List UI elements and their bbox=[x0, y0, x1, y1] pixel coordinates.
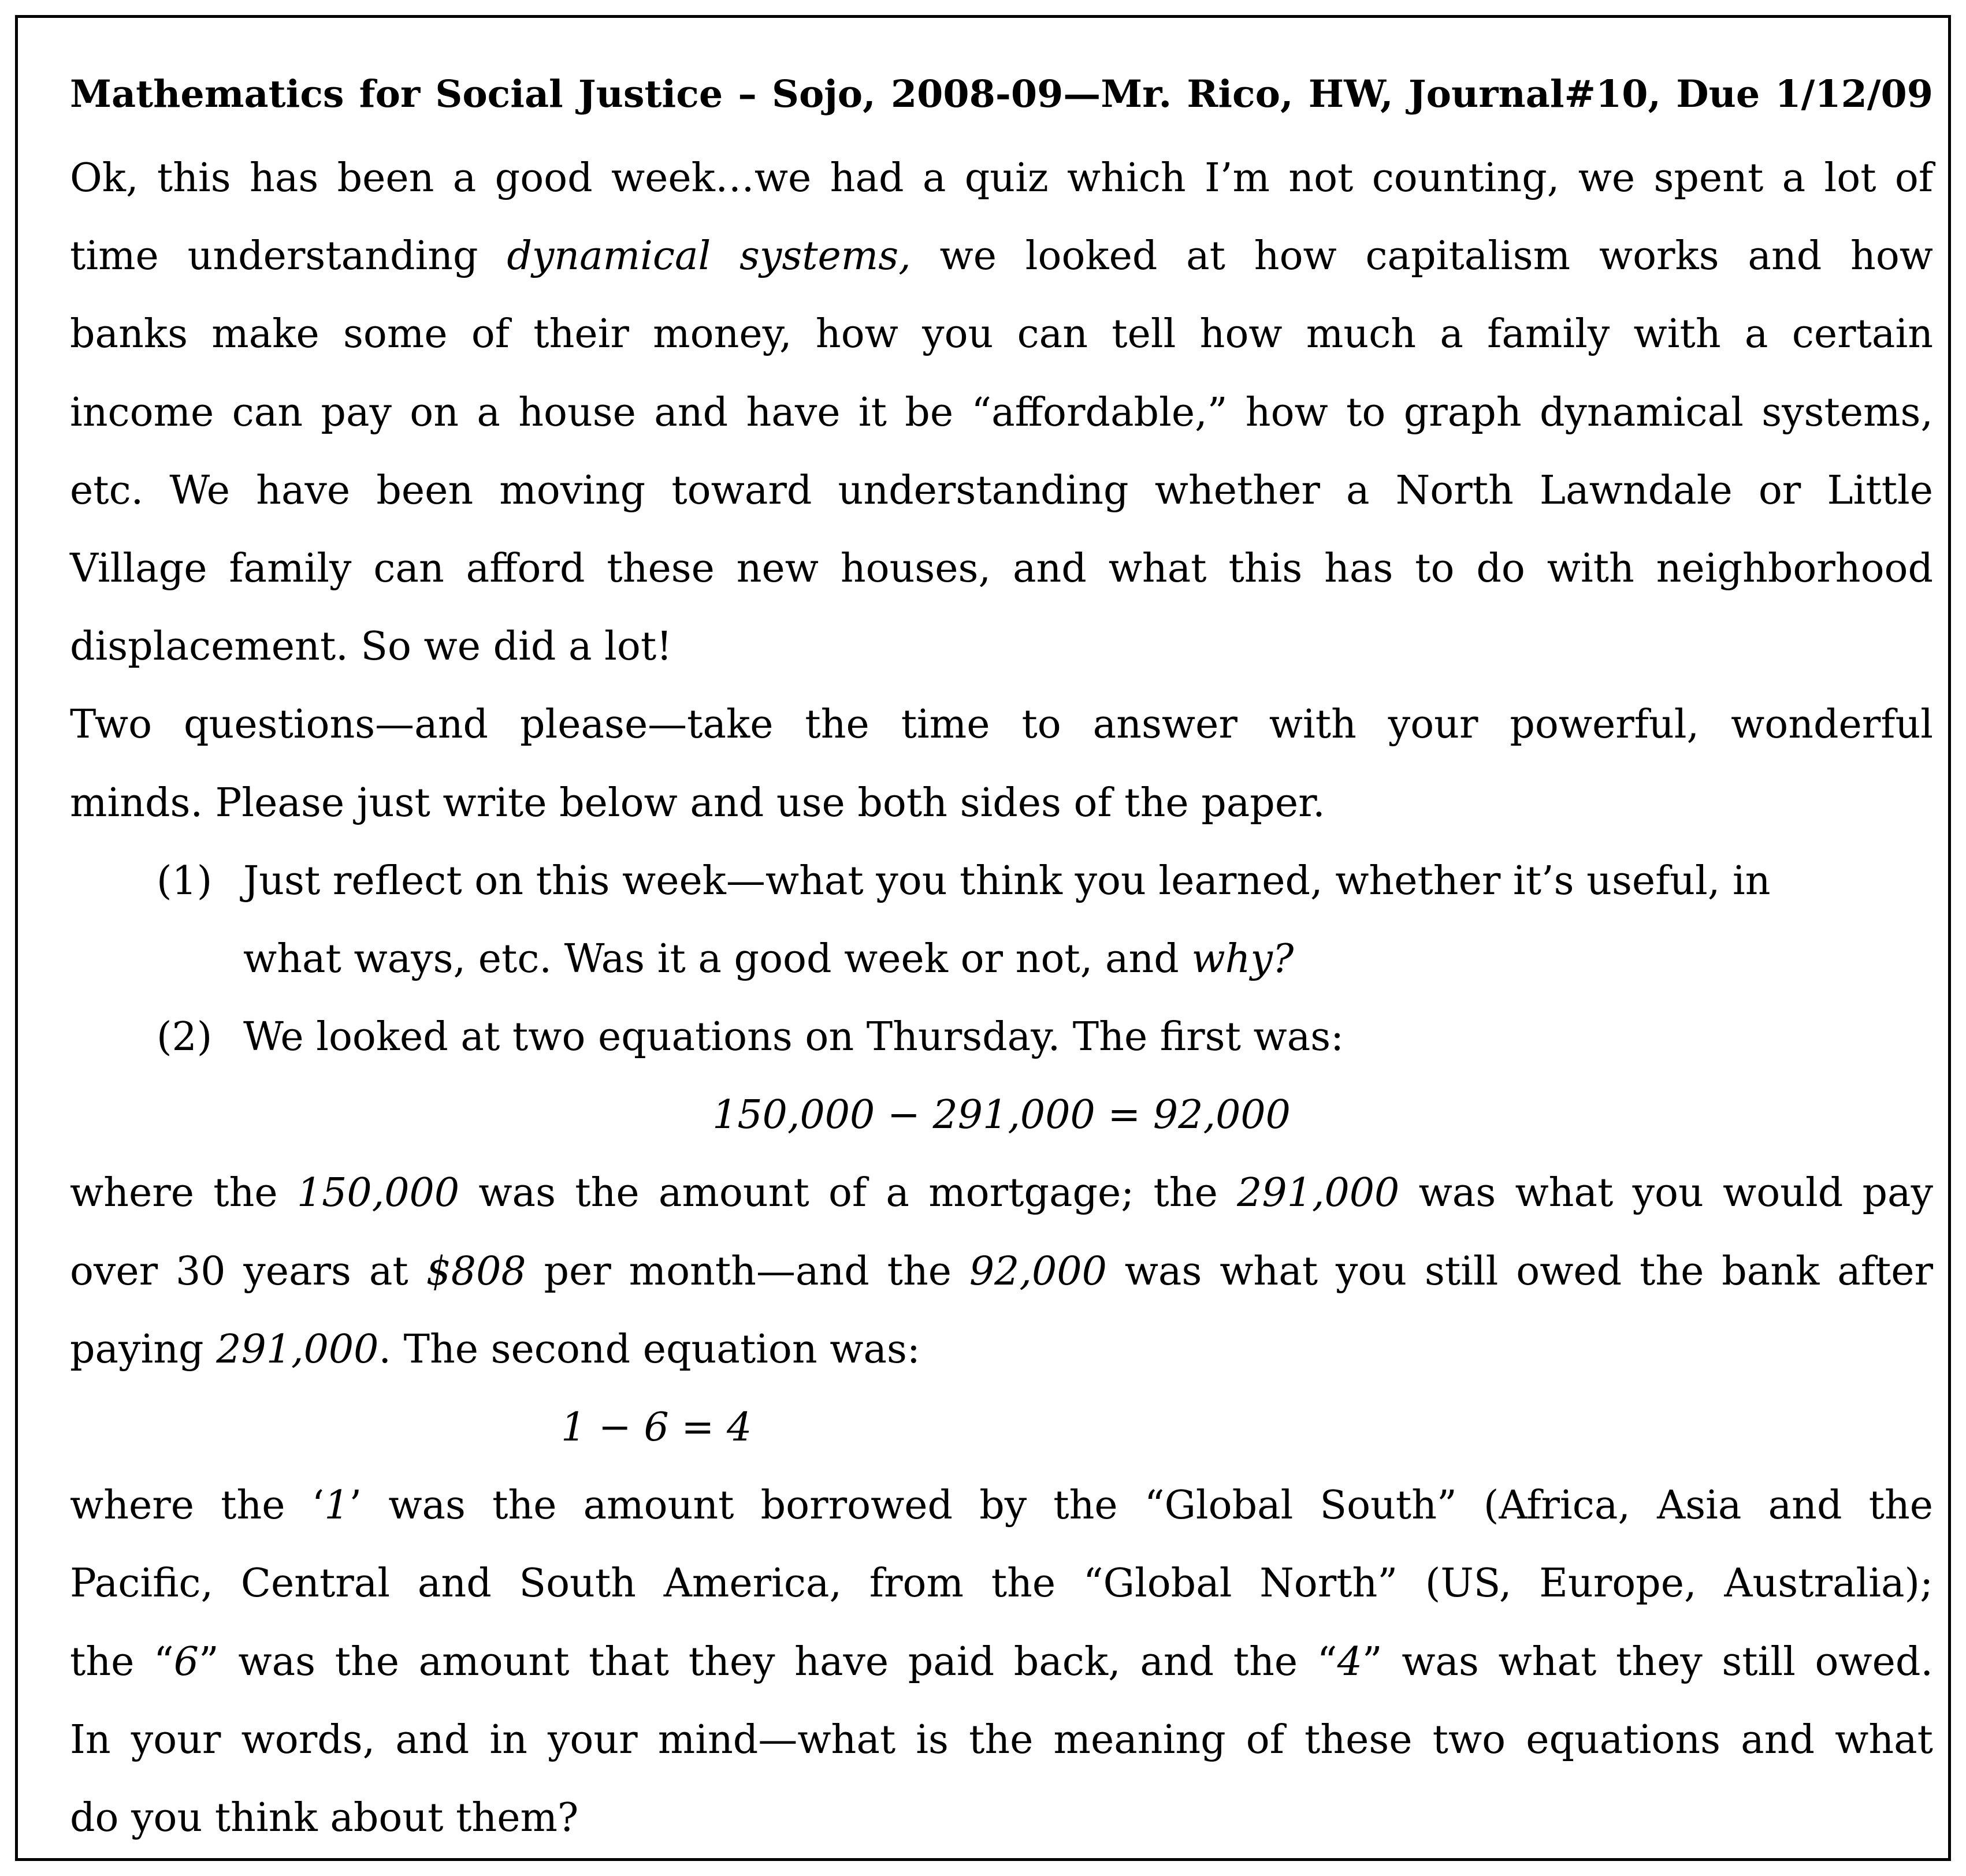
explanation-text: ’ was the amount borrowed by the “Global South” (Africa, Asia and the bbox=[349, 1483, 1933, 1529]
question-1-continued bbox=[70, 920, 1933, 998]
explanation-text: the “ bbox=[70, 1639, 174, 1685]
document-frame bbox=[15, 15, 1951, 1861]
question-1 bbox=[70, 842, 1933, 920]
equation-1 bbox=[70, 1076, 1933, 1154]
question-text: We looked at two equations on Thursday. The first was: bbox=[243, 1014, 1344, 1060]
explanation-text: was what you would pay bbox=[1399, 1170, 1933, 1216]
equation-2 bbox=[70, 1389, 1933, 1466]
explanation-number: 150,000 bbox=[296, 1170, 460, 1216]
intro-text: time understanding bbox=[70, 233, 507, 280]
document-body bbox=[70, 66, 1933, 1857]
question-number: (2) bbox=[157, 1014, 213, 1060]
prompt-line: minds. Please just write below and use both sides of the paper. bbox=[70, 780, 1325, 826]
equation-text: 150,000 − 291,000 = 92,000 bbox=[712, 1092, 1291, 1138]
document-title: Mathematics for Social Justice – Sojo, 2008-09—Mr. Rico, HW, Journal#10, Due 1/12/09 bbox=[70, 72, 1933, 116]
explanation-line bbox=[70, 1154, 1933, 1232]
explanation-line: Pacific, Central and South America, from the “Global North” (US, Europe, Australia); bbox=[70, 1561, 1933, 1607]
explanation-line bbox=[70, 1623, 1933, 1701]
intro-text: we looked at how capitalism works and how bbox=[910, 233, 1933, 280]
explanation-text: . The second equation was: bbox=[378, 1326, 920, 1372]
intro-line bbox=[70, 217, 1933, 295]
intro-emphasis: dynamical systems, bbox=[507, 233, 911, 280]
explanation-number: 6 bbox=[173, 1639, 199, 1685]
explanation-text: where the ‘ bbox=[70, 1483, 325, 1529]
explanation-text: paying bbox=[70, 1326, 217, 1372]
intro-line: income can pay on a house and have it be “affordable,” how to graph dynamical systems, bbox=[70, 389, 1933, 436]
explanation-text: was what you still owed the bank after bbox=[1106, 1248, 1933, 1294]
explanation-text: was the amount of a mortgage; the bbox=[459, 1170, 1237, 1216]
explanation-number: 1 bbox=[324, 1483, 350, 1529]
question-number: (1) bbox=[157, 858, 213, 904]
explanation-line: In your words, and in your mind—what is the meaning of these two equations and what bbox=[70, 1717, 1933, 1763]
explanation-text: per month—and the bbox=[526, 1248, 969, 1294]
question-text: what ways, etc. Was it a good week or not, and bbox=[243, 936, 1192, 982]
explanation-text: where the bbox=[70, 1170, 297, 1216]
question-text: Just reflect on this week—what you think you learned, whether it’s useful, in bbox=[243, 858, 1771, 904]
explanation-line bbox=[70, 1233, 1933, 1311]
explanation-text: ” was the amount that they have paid back, and the “ bbox=[199, 1639, 1337, 1685]
explanation-number: 92,000 bbox=[969, 1248, 1107, 1294]
explanation-number: 4 bbox=[1337, 1639, 1362, 1685]
explanation-line: do you think about them? bbox=[70, 1795, 579, 1841]
intro-line: banks make some of their money, how you can tell how much a family with a certain bbox=[70, 311, 1933, 358]
equation-text: 1 − 6 = 4 bbox=[561, 1405, 752, 1450]
explanation-number: 291,000 bbox=[1237, 1170, 1400, 1216]
question-2 bbox=[70, 998, 1933, 1076]
explanation-line bbox=[70, 1311, 1933, 1389]
explanation-text: over 30 years at bbox=[70, 1248, 426, 1294]
explanation-text: ” was what they still owed. bbox=[1362, 1639, 1933, 1685]
intro-line: displacement. So we did a lot! bbox=[70, 624, 672, 670]
explanation-line bbox=[70, 1466, 1933, 1544]
question-emphasis: why? bbox=[1191, 936, 1294, 982]
intro-line: Ok, this has been a good week…we had a quiz which I’m not counting, we spent a lot of bbox=[70, 155, 1933, 201]
explanation-number: 291,000 bbox=[216, 1326, 379, 1372]
prompt-line: Two questions—and please—take the time to answer with your powerful, wonderful bbox=[70, 702, 1933, 748]
intro-line: Village family can afford these new houses, and what this has to do with neighborhood bbox=[70, 545, 1933, 591]
explanation-number: $808 bbox=[426, 1248, 526, 1294]
intro-line: etc. We have been moving toward understanding whether a North Lawndale or Little bbox=[70, 467, 1933, 513]
